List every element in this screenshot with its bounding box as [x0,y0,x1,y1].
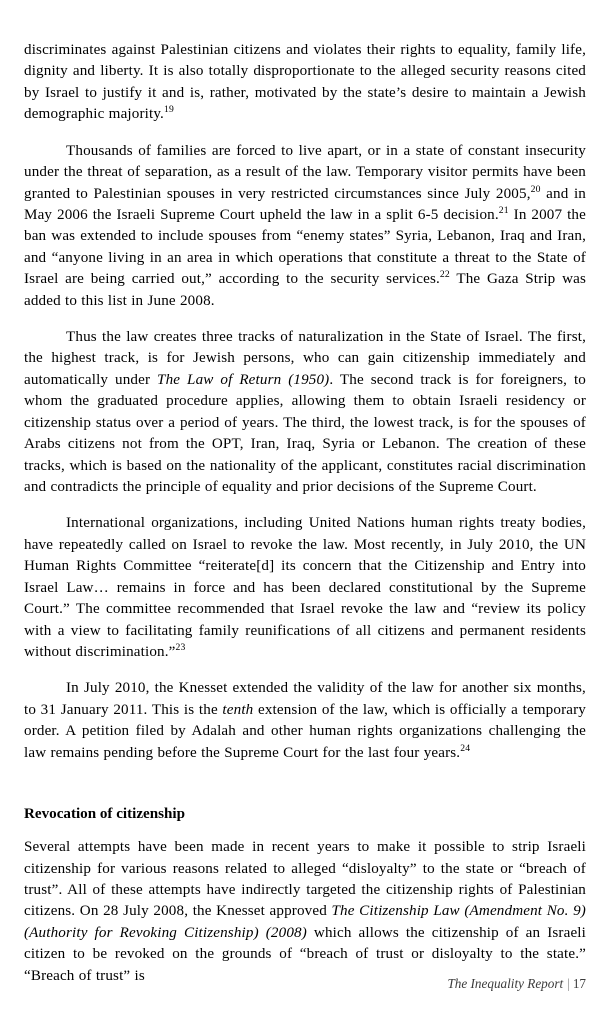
text-run: In July 2010, the Knesset extended the validity of the law for another six months, to 31 January 2011. This is the [24,680,586,718]
emphasis-text: The Citizenship Law (Amendment No. 9) (Authority for Revoking Citizenship) (2008) [24,903,586,941]
footer-page-number: 17 [572,976,586,991]
text-run: and in May 2006 the Israeli Supreme Court upheld the law in a split 6-5 decision. [24,185,586,223]
emphasis-text: tenth [222,701,254,718]
text-run: Thus the law creates three tracks of naturalization in the State of Israel. The first, the highest track, is for Jewish persons, who can gain citizenship immediately and automatically under [24,329,586,388]
footnote-marker: 23 [175,641,186,653]
paragraph [24,837,586,987]
text-run: The Gaza Strip was added to this list in June 2008. [24,271,586,309]
footnote-marker: 22 [439,269,450,281]
footnote-marker: 19 [163,104,174,116]
text-run: Thousands of families are forced to live apart, or in a state of constant insecurity under the threat of separation, as a result of the law. Temporary visitor permits have been granted to Palestinian spouses in very restricted circumstances since July 2005, [24,142,586,202]
body-paragraphs [24,40,586,764]
footnote-marker: 24 [460,742,471,754]
paragraph [24,141,586,312]
text-run: In 2007 the ban was extended to include spouses from “enemy states” Syria, Lebanon, Iraq and Iran, and “anyone living in an area in which operations that constitute a threat to the State of Israel are being carried out,” according to the security services. [24,206,586,288]
page-footer [447,976,586,992]
paragraph [24,513,586,663]
footnote-marker: 20 [530,183,541,195]
text-run: . The second track is for foreigners, to whom the graduated procedure applies, allowing them to obtain Israeli residency or citizenship status over a period of years. The third, the lowest track, is for the spouses of Arabs citizens not from the OPT, Iran, Iraq, Syria or Lebanon. The creation of these tracks, which is based on the nationality of the applicant, constitutes racial discrimination and contradicts the principle of equality and prior decisions of the Supreme Court. [24,371,587,496]
text-run: International organizations, including United Nations human rights treaty bodies, have repeatedly called on Israel to revoke the law. Most recently, in July 2010, the UN Human Rights Committee “reiterate[d] its concern that the Citizenship and Entry into Israel Law… remains in force and has been declared constitutional by the Supreme Court.” The committee recommended that Israel revoke the law and “review its policy with a view to facilitating family reunifications of all citizens and permanent residents without discrimination.” [24,515,586,660]
footnote-marker: 21 [498,204,509,216]
text-run: discriminates against Palestinian citizens and violates their rights to equality, family life, dignity and liberty. It is also totally disproportionate to the alleged security reasons cited by Israel to justify it and is, rather, motivated by the state’s desire to maintain a Jewish demographic majority. [24,42,586,123]
text-run: Several attempts have been made in recent years to make it possible to strip Israeli citizenship for various reasons related to alleged “disloyalty” to the state or “breach of trust”. All of these attempts have indirectly targeted the citizenship rights of Palestinian citizens. On 28 July 2008, the Knesset approved [24,839,586,920]
paragraph [24,40,586,126]
text-run: extension of the law, which is officially a temporary order. A petition filed by Adalah and other human rights organizations challenging the law remains pending before the Supreme Court for the last four years. [24,701,586,761]
section-paragraphs [24,837,586,987]
emphasis-text: The Law of Return (1950) [157,371,330,388]
paragraph [24,327,586,498]
paragraph [24,678,586,764]
section-heading: Revocation of citizenship [24,806,185,823]
text-run: which allows the citizenship of an Israeli citizen to be revoked on the grounds of “breach of trust or disloyalty to the state.” “Breach of trust” is [24,924,586,984]
footer-title: The Inequality Report [447,976,564,991]
footer-separator: | [567,976,570,991]
